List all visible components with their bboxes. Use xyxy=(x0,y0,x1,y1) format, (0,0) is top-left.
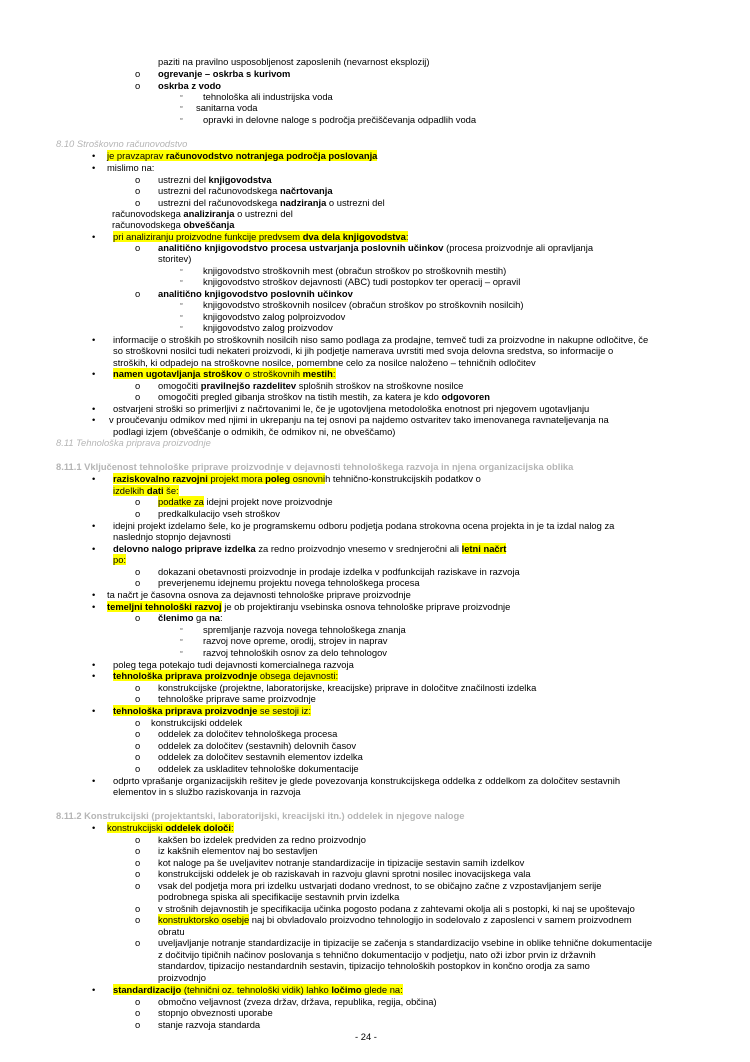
text-line: dokazani obetavnosti proizvodnje in prodaje izdelka v podfunkcijah raziskave in razvoja xyxy=(158,566,520,577)
circle-bullet: o xyxy=(135,68,141,79)
text-line: v proučevanju odmikov med njimi in ukrepanju na tej osnovi pa najdemo ostvaritev tako imenovanega ravnateljevanja na xyxy=(109,414,609,425)
bullet: • xyxy=(92,601,96,612)
bullet: • xyxy=(92,984,96,995)
highlight: računovodstvo notranjega področja poslovanja xyxy=(165,150,378,161)
text-line: temeljni tehnološki razvoj je ob projektiranju vsebinska osnova tehnološke priprave proizvodnje xyxy=(107,601,511,612)
text-line: poleg tega potekajo tudi dejavnosti komercialnega razvoja xyxy=(113,659,354,670)
circle-bullet: o xyxy=(135,185,141,196)
circle-bullet: o xyxy=(135,903,141,914)
bullet: • xyxy=(92,543,96,554)
text-line: konstrukcijske (projektne, laboratorijske, kreacijske) priprave in določitve značilnosti izdelka xyxy=(158,682,537,693)
text-line: kakšen bo izdelek predviden za redno proizvodnjo xyxy=(158,834,366,845)
circle-bullet: o xyxy=(135,751,141,762)
text-line: delovno nalogo priprave izdelka za redno proizvodnjo vnesemo v srednjeročni ali letni načrt xyxy=(113,543,507,554)
circle-bullet: o xyxy=(135,577,141,588)
text-line: omogočiti pregled gibanja stroškov na tistih mestih, za katera je kdo odgovoren xyxy=(158,391,490,402)
text-line: razvoj tehnoloških osnov za delo tehnologov xyxy=(203,647,387,658)
text-line: namen ugotavljanja stroškov o stroškovnih mestih: xyxy=(113,368,336,379)
circle-bullet: o xyxy=(135,242,141,253)
bullet: • xyxy=(92,231,96,242)
text-line: informacije o stroških po stroškovnih nosilcih niso samo podlaga za prodajne, temveč tudi za proizvodne in nakupne odločitve, če xyxy=(113,334,649,345)
circle-bullet: o xyxy=(135,508,141,519)
text-line: oskrba z vodo xyxy=(158,80,222,91)
bullet: • xyxy=(92,705,96,716)
circle-bullet: o xyxy=(135,834,141,845)
square-bullet-icon: ▫ xyxy=(180,301,183,308)
text-line: tehnološka ali industrijska voda xyxy=(203,91,333,102)
text-line: z dočitvijo tipičnih načinov poslovanja s tehnično dokumentacijo v podjetju, nato oži izbor prvin iz državnih xyxy=(158,949,596,960)
text-line: oddelek za določitev (sestavnih) delovnih časov xyxy=(158,740,357,751)
circle-bullet: o xyxy=(135,914,141,925)
circle-bullet: o xyxy=(135,693,141,704)
circle-bullet: o xyxy=(135,1007,141,1018)
circle-bullet: o xyxy=(135,566,141,577)
bullet: • xyxy=(92,368,96,379)
square-bullet-icon: ▫ xyxy=(180,116,183,123)
text-line: iz kakšnih elementov naj bo sestavljen xyxy=(158,845,318,856)
bullet: • xyxy=(92,162,96,173)
page-number: - 24 - xyxy=(355,1031,377,1042)
text-line: analitično knjigovodstvo poslovnih učinkov xyxy=(158,288,353,299)
bullet: • xyxy=(92,822,96,833)
circle-bullet: o xyxy=(135,717,141,728)
circle-bullet: o xyxy=(135,937,141,948)
text-line: podlagi izjem (obveščanje o odmikih, če odmikov ni, ne obveščamo) xyxy=(113,426,396,437)
text-line: predkalkulacijo vseh stroškov xyxy=(158,508,280,519)
square-bullet-icon: ▫ xyxy=(180,649,183,656)
text-line: elementov in s službo raziskovanja in razvoja xyxy=(113,786,301,797)
text-line: računovodskega analiziranja o ustrezni del xyxy=(112,208,293,219)
text-line: stanje razvoja standarda xyxy=(158,1019,261,1030)
circle-bullet: o xyxy=(135,728,141,739)
text-line: v strošnih dejavnostih je specifikacija učinka pogosto podana z zahtevami okolja ali s postopki, ki naj se upoštevajo xyxy=(158,903,635,914)
bullet: • xyxy=(92,414,96,425)
circle-bullet: o xyxy=(135,996,141,1007)
bullet: • xyxy=(92,659,96,670)
text-line: proizvodnjo xyxy=(158,972,206,983)
text-line: uveljavljanje notranje standardizacije in tipizacije se začenja s standardizacijo vsebine in oblike tehnične dokumentacije xyxy=(158,937,653,948)
circle-bullet: o xyxy=(135,391,141,402)
square-bullet-icon: ▫ xyxy=(180,104,183,111)
circle-bullet: o xyxy=(135,880,141,891)
text-line: so stroškovni nosilci tudi nekateri proizvodi, ki jih podjetje namerava uvrstiti med svoja delovna sredstva, so informacije o xyxy=(113,345,614,356)
text-line: standardizacijo (tehnični oz. tehnološki vidik) lahko ločimo glede na: xyxy=(113,984,403,995)
square-bullet-icon: ▫ xyxy=(180,278,183,285)
square-bullet-icon: ▫ xyxy=(180,626,183,633)
circle-bullet: o xyxy=(135,845,141,856)
text-line: stroških, ki odpadejo na stroškovne nosilce, pomembne celo za nosilce naloženo – tehničnih odločitev xyxy=(113,357,536,368)
circle-bullet: o xyxy=(135,763,141,774)
text-line: konstrukcijski oddelek je ob raziskavah in razvoju glavni sprotni nosilec inovacijskega vala xyxy=(158,868,531,879)
text-line: konstruktorsko osebje naj bi obvladovalo proizvodno tehnologijo in sodelovalo z zaposlenci v samem proizvodnem xyxy=(158,914,632,925)
text-line: obratu xyxy=(158,926,185,937)
text-line: tehnološke priprave same proizvodnje xyxy=(158,693,316,704)
text-line: oddelek za uskladitev tehnološke dokumentacije xyxy=(158,763,359,774)
bullet: • xyxy=(92,150,96,161)
square-bullet-icon: ▫ xyxy=(180,324,183,331)
circle-bullet: o xyxy=(135,80,141,91)
text-line: računovodskega obveščanja xyxy=(112,219,235,230)
text-line: knjigovodstvo stroškov dejavnosti (ABC) tudi postopkov ter operacij – opravil xyxy=(203,276,521,287)
text-line: tehnološka priprava proizvodnje obsega dejavnosti: xyxy=(113,670,339,681)
bullet: • xyxy=(92,473,96,484)
text-line: paziti na pravilno usposobljenost zaposlenih (nevarnost eksplozij) xyxy=(158,56,430,67)
bullet: • xyxy=(92,589,96,600)
bullet: • xyxy=(92,334,96,345)
highlight: je pravzaprav xyxy=(107,150,166,161)
text-line: ustrezni del računovodskega nadziranja o ustrezni del xyxy=(158,197,385,208)
text-line: območno veljavnost (zveza držav, država, republika, regija, občina) xyxy=(158,996,437,1007)
text-line: ogrevanje – oskrba s kurivom xyxy=(158,68,291,79)
circle-bullet: o xyxy=(135,612,141,623)
text-line: razvoj nove opreme, orodij, strojev in naprav xyxy=(203,635,388,646)
square-bullet-icon: ▫ xyxy=(180,313,183,320)
text-line: oddelek za določitev tehnološkega procesa xyxy=(158,728,338,739)
text-line: opravki in delovne naloge s področja prečiščevanja odpadlih voda xyxy=(203,114,477,125)
text-line: pri analiziranju proizvodne funkcije predvsem dva dela knjigovodstva: xyxy=(113,231,409,242)
text-line: ta načrt je časovna osnova za dejavnosti tehnološke priprave proizvodnje xyxy=(107,589,411,600)
text-line: preverjenemu idejnemu projektu novega tehnološkega procesa xyxy=(158,577,420,588)
circle-bullet: o xyxy=(135,496,141,507)
text-line: konstrukcijski oddelek določi: xyxy=(107,822,234,833)
bullet: • xyxy=(92,403,96,414)
circle-bullet: o xyxy=(135,288,141,299)
text-line: vsak del podjetja mora pri izdelku ustvarjati dodano vrednost, to se običajno začne z vzpostavljanjem serije xyxy=(158,880,602,891)
text-line: ustrezni del knjigovodstva xyxy=(158,174,272,185)
section-heading: 8.11 Tehnološka priprava proizvodnje xyxy=(56,437,211,448)
circle-bullet: o xyxy=(135,1019,141,1030)
text-line: sanitarna voda xyxy=(196,102,258,113)
text-line: knjigovodstvo stroškovnih mest (obračun stroškov po stroškovnih mestih) xyxy=(203,265,507,276)
circle-bullet: o xyxy=(135,197,141,208)
text-line: mislimo na: xyxy=(107,162,155,173)
text-line: oddelek za določitev sestavnih elementov izdelka xyxy=(158,751,363,762)
text-line: konstrukcijski oddelek xyxy=(151,717,243,728)
subsection-heading: 8.11.2 Konstrukcijski (projektantski, laboratorijski, kreacijski itn.) oddelek in njegove naloge xyxy=(56,810,465,821)
text-line: stopnjo obveznosti uporabe xyxy=(158,1007,273,1018)
text-line: knjigovodstvo zalog polproizvodov xyxy=(203,311,346,322)
circle-bullet: o xyxy=(135,682,141,693)
section-heading: 8.10 Stroškovno računovodstvo xyxy=(56,138,188,149)
text-line: odprto vprašanje organizacijskih rešitev je glede povezovanja konstrukcijskega oddelka z oddelkom za določitev sestavnih xyxy=(113,775,621,786)
bullet: • xyxy=(92,520,96,531)
text-line: členimo ga na: xyxy=(158,612,223,623)
text-line: tehnološka priprava proizvodnje se sestoji iz: xyxy=(113,705,311,716)
text-line: spremljanje razvoja novega tehnološkega znanja xyxy=(203,624,406,635)
text-line xyxy=(107,150,377,161)
subsection-heading: 8.11.1 Vključenost tehnološke priprave proizvodnje v dejavnosti tehnološkega razvoja in njena organizacijska oblika xyxy=(56,461,574,472)
circle-bullet: o xyxy=(135,868,141,879)
text-line: podatke za idejni projekt nove proizvodnje xyxy=(158,496,333,507)
text-line: knjigovodstvo stroškovnih nosilcev (obračun stroškov po stroškovnih nosilcih) xyxy=(203,299,524,310)
text-line: naslednjo stopnjo dejavnosti xyxy=(113,531,231,542)
circle-bullet: o xyxy=(135,857,141,868)
text-line: knjigovodstvo zalog proizvodov xyxy=(203,322,333,333)
text-line: omogočiti pravilnejšo razdelitev splošnih stroškov na stroškovne nosilce xyxy=(158,380,464,391)
bullet: • xyxy=(92,775,96,786)
text-line: ostvarjeni stroški so primerljivi z načrtovanimi le, če je ugotovljena metodološka enotnost pri njegovem ugotavljanju xyxy=(113,403,590,414)
text-line: kot naloge pa še uveljavitev notranje standardizacije in tipizacije sestavin samih izdelkov xyxy=(158,857,525,868)
circle-bullet: o xyxy=(135,740,141,751)
circle-bullet: o xyxy=(135,380,141,391)
text-line: idejni projekt izdelamo šele, ko je programskemu odboru podjetja podana strokovna ocena projekta in je ta izdal nalog za xyxy=(113,520,615,531)
text-line: raziskovalno razvojni projekt mora poleg osnovnih tehnično-konstrukcijskih podatkov o xyxy=(113,473,481,484)
text-line: po: xyxy=(113,554,127,565)
text-line: analitično knjigovodstvo procesa ustvarjanja poslovnih učinkov (procesa proizvodnje ali opravljanja xyxy=(158,242,594,253)
square-bullet-icon: ▫ xyxy=(180,267,183,274)
text-line: izdelkih dati še: xyxy=(113,485,179,496)
square-bullet-icon: ▫ xyxy=(180,93,183,100)
text-line: storitev) xyxy=(158,253,192,264)
bullet: • xyxy=(92,670,96,681)
text-line: podrobnega spiska ali specifikacije sestavnih prvin izdelka xyxy=(158,891,400,902)
square-bullet-icon: ▫ xyxy=(180,637,183,644)
circle-bullet: o xyxy=(135,174,141,185)
text-line: ustrezni del računovodskega načrtovanja xyxy=(158,185,333,196)
text-line: standardov, tipizacijo nestandardnih sestavin, tipizacijo tehnoloških postopkov in končno orodja za samo xyxy=(158,960,590,971)
